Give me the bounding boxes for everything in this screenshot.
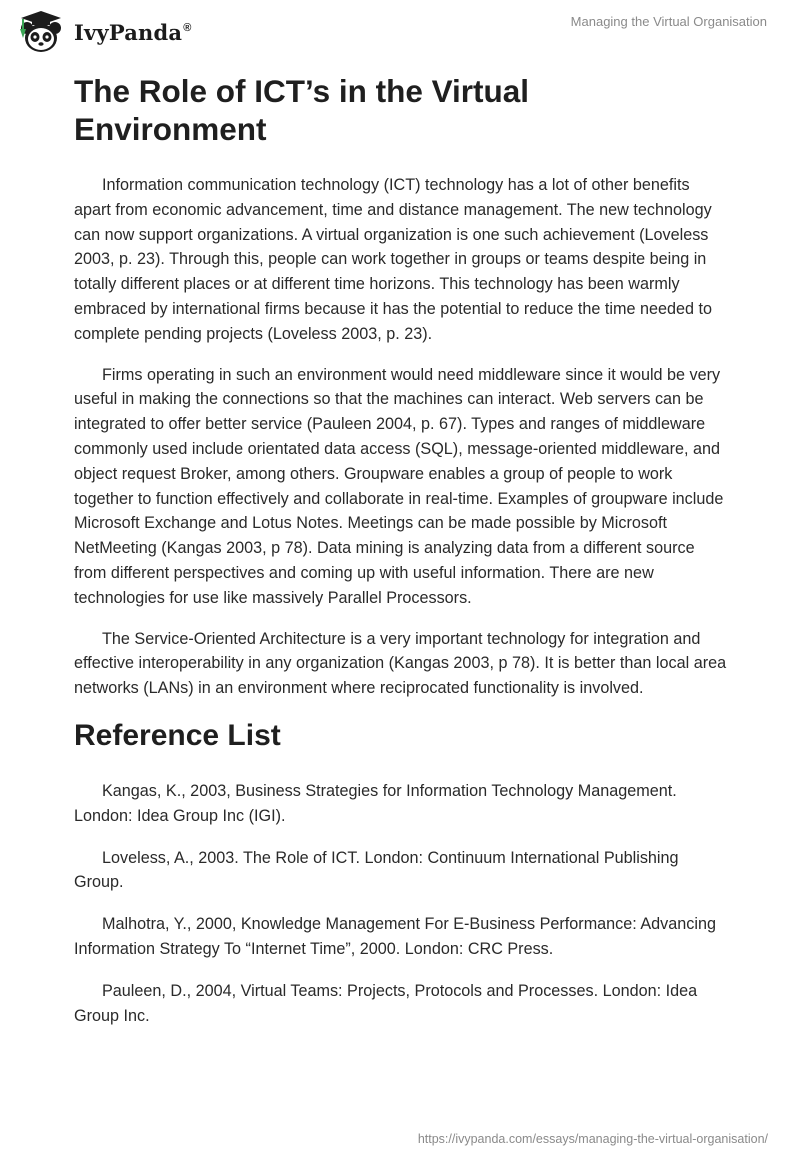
logo-text: IvyPanda® [74,19,192,45]
reference-item: Pauleen, D., 2004, Virtual Teams: Projects, Protocols and Processes. London: Idea Group Inc. [74,981,698,1025]
reference-item: Kangas, K., 2003, Business Strategies for Information Technology Management. London: Idea Group Inc (IGI). [74,781,677,825]
page-title: The Role of ICT’s in the Virtual Environment [74,73,530,147]
body-paragraph: Firms operating in such an environment would need middleware since it would be very useful in making the connections so that the machines can interact. Web servers can be integrated to offer better service (Pauleen 2004, p. 67). Types and ranges of middleware commonly used include orientated data access (SQL), message-oriented middleware, and object request Broker, among others. Groupware enables a group of people to work together to function effectively and collaborate in real-time. Examples of groupware include Microsoft Exchange and Lotus Notes. Meetings can be made possible by Microsoft NetMeeting (Kangas 2003, p 78). Data mining is analyzing data from a different source from different perspectives and coming up with useful information. There are new technologies for use like massively Parallel Processors. [74,365,724,607]
source-url-link[interactable]: https://ivypanda.com/essays/managing-the-virtual-organisation/ [417,1132,768,1146]
body-paragraph: The Service-Oriented Architecture is a very important technology for integration and effective interoperability in any organization (Kangas 2003, p 78). It is better than local area networks (LANs) in an environment where reciprocated functionality is involved. [74,629,727,698]
reference-item: Loveless, A., 2003. The Role of ICT. London: Continuum International Publishing Group. [74,848,679,892]
reference-list-title: Reference List [74,718,281,752]
ivypanda-logo[interactable] [14,8,192,56]
body-paragraph: Information communication technology (ICT) technology has a lot of other benefits apart from economic advancement, time and distance management. The new technology can now support organizations. A virtual organization is one such achievement (Loveless 2003, p. 23). Through this, people can work together in groups or teams despite being in totally different places or at different time horizons. This technology has been warmly embraced by international firms because it has the potential to reduce the time needed to complete pending projects (Loveless 2003, p. 23). [74,176,712,343]
panda-graduate-icon [14,8,68,56]
page-header [0,0,800,70]
running-title: Managing the Virtual Organisation [570,14,767,29]
article-content [74,72,728,1045]
reference-item: Malhotra, Y., 2000, Knowledge Management For E-Business Performance: Advancing Information Strategy To “Internet Time”, 2000. London: CRC Press. [74,915,716,958]
